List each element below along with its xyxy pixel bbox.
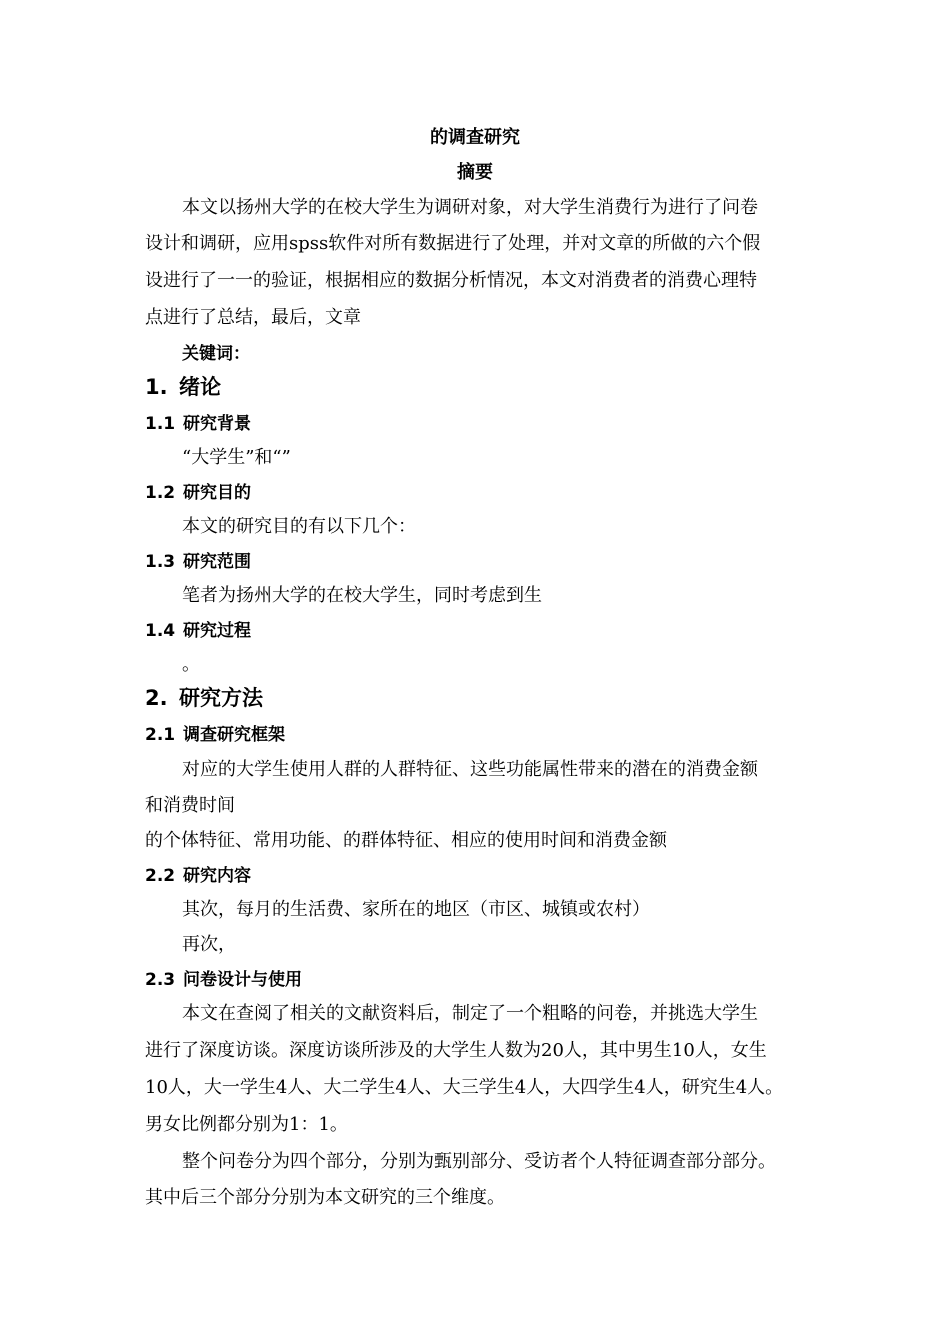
- paragraph-line: 和消费时间: [145, 795, 235, 816]
- subsection-heading-1-3: [145, 550, 251, 574]
- subsection-heading-2-2: [145, 864, 251, 888]
- subsection-number: 1.1: [145, 414, 176, 434]
- subsection-title: 研究目的: [183, 483, 251, 503]
- subsection-number: 2.3: [145, 970, 176, 990]
- subsection-title: 研究背景: [183, 414, 251, 434]
- subsection-heading-1-1: [145, 412, 251, 436]
- paragraph-line: 进行了深度访谈。深度访谈所涉及的大学生人数为20人，其中男生10人，女生: [145, 1040, 767, 1061]
- paragraph-line: 的个体特征、常用功能、的群体特征、相应的使用时间和消费金额: [145, 830, 667, 851]
- section-heading-2: [145, 684, 263, 712]
- document-title: 的调查研究: [430, 127, 520, 148]
- paragraph-line: 男女比例都分别为1：1。: [145, 1114, 348, 1135]
- paragraph-line: 整个问卷分为四个部分，分别为甄别部分、受访者个人特征调查部分部分。: [182, 1151, 776, 1172]
- abstract-line: 点进行了总结，最后，文章: [145, 307, 361, 328]
- paragraph-line: 本文的研究目的有以下几个：: [182, 516, 416, 537]
- subsection-heading-2-3: [145, 968, 302, 992]
- subsection-title: 研究内容: [183, 866, 251, 886]
- paragraph-line: 对应的大学生使用人群的人群特征、这些功能属性带来的潜在的消费金额: [182, 759, 758, 780]
- paragraph-line: 本文在查阅了相关的文献资料后，制定了一个粗略的问卷，并挑选大学生: [182, 1003, 758, 1024]
- paragraph-line: 其次，每月的生活费、家所在的地区（市区、城镇或农村）: [182, 899, 650, 920]
- paragraph-line: 。: [182, 654, 200, 675]
- subsection-number: 1.3: [145, 552, 176, 572]
- subsection-number: 2.2: [145, 866, 176, 886]
- subsection-heading-2-1: [145, 723, 285, 747]
- paragraph-line: 其中后三个部分分别为本文研究的三个维度。: [145, 1187, 505, 1208]
- subsection-title: 研究范围: [183, 552, 251, 572]
- subsection-number: 1.2: [145, 483, 176, 503]
- section-heading-1: [145, 373, 221, 401]
- abstract-line: 设计和调研，应用spss软件对所有数据进行了处理，并对文章的所做的六个假: [145, 233, 761, 254]
- paragraph-line: 10人，大一学生4人、大二学生4人、大三学生4人，大四学生4人，研究生4人。: [145, 1077, 784, 1098]
- subsection-heading-1-2: [145, 481, 251, 505]
- paragraph-line: 笔者为扬州大学的在校大学生，同时考虑到生: [182, 585, 542, 606]
- subsection-number: 1.4: [145, 621, 176, 641]
- section-title: 研究方法: [179, 686, 263, 710]
- abstract-heading: 摘要: [457, 162, 493, 183]
- paragraph-line: 再次，: [182, 934, 236, 955]
- abstract-line: 设进行了一一的验证，根据相应的数据分析情况，本文对消费者的消费心理特: [145, 270, 757, 291]
- keywords-label: 关键词：: [182, 344, 250, 364]
- section-title: 绪论: [179, 375, 221, 399]
- section-number: 1.: [145, 375, 168, 399]
- subsection-title: 调查研究框架: [183, 725, 285, 745]
- subsection-number: 2.1: [145, 725, 176, 745]
- subsection-title: 研究过程: [183, 621, 251, 641]
- paragraph-line: “大学生”和“”: [182, 447, 291, 468]
- abstract-line: 本文以扬州大学的在校大学生为调研对象，对大学生消费行为进行了问卷: [182, 197, 758, 218]
- subsection-title: 问卷设计与使用: [183, 970, 302, 990]
- section-number: 2.: [145, 686, 168, 710]
- subsection-heading-1-4: [145, 619, 251, 643]
